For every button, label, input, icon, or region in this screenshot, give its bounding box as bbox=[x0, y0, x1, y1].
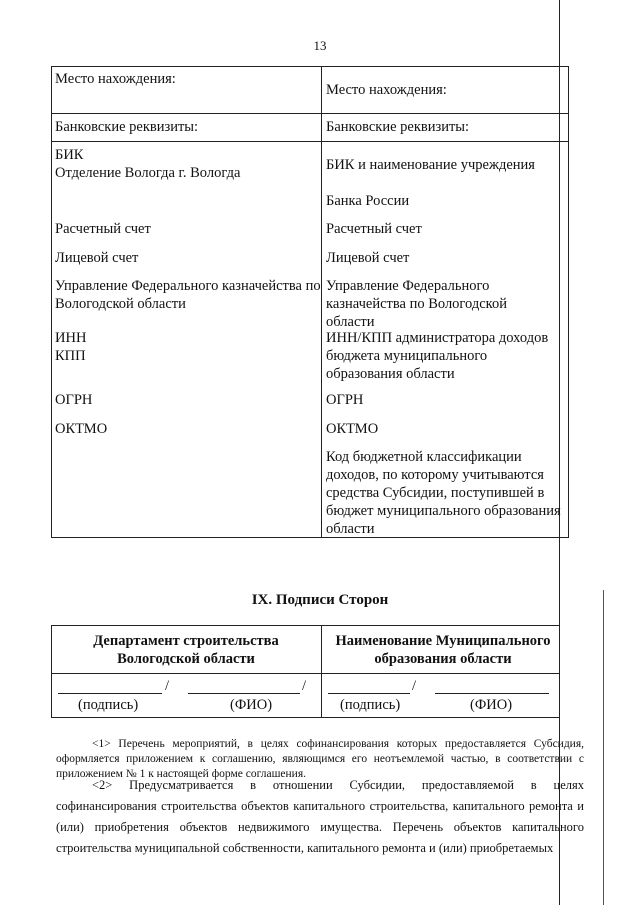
left-kpp-label: КПП bbox=[55, 348, 86, 364]
page-number: 13 bbox=[313, 38, 327, 53]
right-signature-line bbox=[328, 693, 410, 694]
right-signature-caption: (подпись) bbox=[340, 697, 401, 713]
left-inn-label: ИНН bbox=[55, 330, 87, 346]
left-signature-line bbox=[58, 693, 162, 694]
right-personal-account-label: Лицевой счет bbox=[326, 250, 410, 266]
right-bank-russia-label: Банка России bbox=[326, 193, 410, 209]
right-inn-kpp-label: ИНН/КПП администратора доходов бюджета муниципального образования области bbox=[326, 330, 549, 382]
table-left-border bbox=[51, 66, 52, 538]
right-bik-label: БИК и наименование учреждения bbox=[326, 157, 535, 173]
table-row-divider bbox=[51, 141, 569, 142]
right-settlement-account-label: Расчетный счет bbox=[326, 221, 422, 237]
right-bank-details-label: Банковские реквизиты: bbox=[326, 119, 470, 135]
left-bik-label: БИК bbox=[55, 147, 84, 163]
sig-table-left bbox=[51, 625, 52, 718]
left-treasury-label: Управление Федерального казначейства по Вологодской области bbox=[55, 278, 321, 312]
sig-table-top bbox=[51, 625, 560, 626]
left-personal-account-label: Лицевой счет bbox=[55, 250, 139, 266]
right-name-caption: (ФИО) bbox=[470, 697, 513, 713]
left-oktmo-label: ОКТМО bbox=[55, 421, 108, 437]
footnote-1: <1> Перечень мероприятий, в целях софинансирования которых предоставляется Субсидия, оформляется приложением к соглашению, являющимся его неотъемлемой частью, в соответствии с приложением № 1 к настоящей форме соглашения. bbox=[56, 738, 584, 780]
sig-table-bottom bbox=[51, 717, 560, 718]
left-party-name: Департамент строительства Вологодской области bbox=[93, 633, 279, 667]
left-settlement-account-label: Расчетный счет bbox=[55, 221, 151, 237]
left-signature-caption: (подпись) bbox=[78, 697, 139, 713]
right-location-label: Место нахождения: bbox=[326, 82, 447, 98]
table-right-border bbox=[568, 66, 569, 538]
left-slash-2: / bbox=[302, 678, 307, 694]
right-ogrn-label: ОГРН bbox=[326, 392, 364, 408]
left-bank-details-label: Банковские реквизиты: bbox=[55, 119, 199, 135]
right-treasury-label: Управление Федерального казначейства по Вологодской области bbox=[326, 278, 507, 330]
right-party-name: Наименование Муниципального образования области bbox=[335, 633, 551, 667]
right-name-line bbox=[435, 693, 549, 694]
left-location-label: Место нахождения: bbox=[55, 71, 176, 87]
table-row-divider bbox=[51, 113, 569, 114]
left-slash: / bbox=[165, 678, 170, 694]
margin-line-2 bbox=[603, 590, 604, 905]
right-oktmo-label: ОКТМО bbox=[326, 421, 379, 437]
left-name-caption: (ФИО) bbox=[230, 697, 273, 713]
footnote-2: <2> Предусматривается в отношении Субсидии, предоставляемой в целях софинансирования строительства объектов капитального строительства, капитального ремонта и (или) приобретения объектов недвижимого имущества. Перечень объектов капитального строительства муниципальной собственности, капитального ремонта и (или) приобретаемых bbox=[56, 778, 584, 855]
table-col-divider bbox=[321, 66, 322, 538]
section-title: IX. Подписи Сторон bbox=[251, 592, 389, 608]
left-ogrn-label: ОГРН bbox=[55, 392, 93, 408]
sig-table-col bbox=[321, 625, 322, 718]
left-branch-label: Отделение Вологда г. Вологда bbox=[55, 165, 241, 181]
table-top-border bbox=[51, 66, 569, 67]
right-slash: / bbox=[412, 678, 417, 694]
right-budget-code-label: Код бюджетной классификации доходов, по которому учитываются средства Субсидии, поступившей в бюджет муниципального образования области bbox=[326, 449, 561, 537]
left-name-line bbox=[188, 693, 300, 694]
sig-table-divider bbox=[51, 673, 560, 674]
